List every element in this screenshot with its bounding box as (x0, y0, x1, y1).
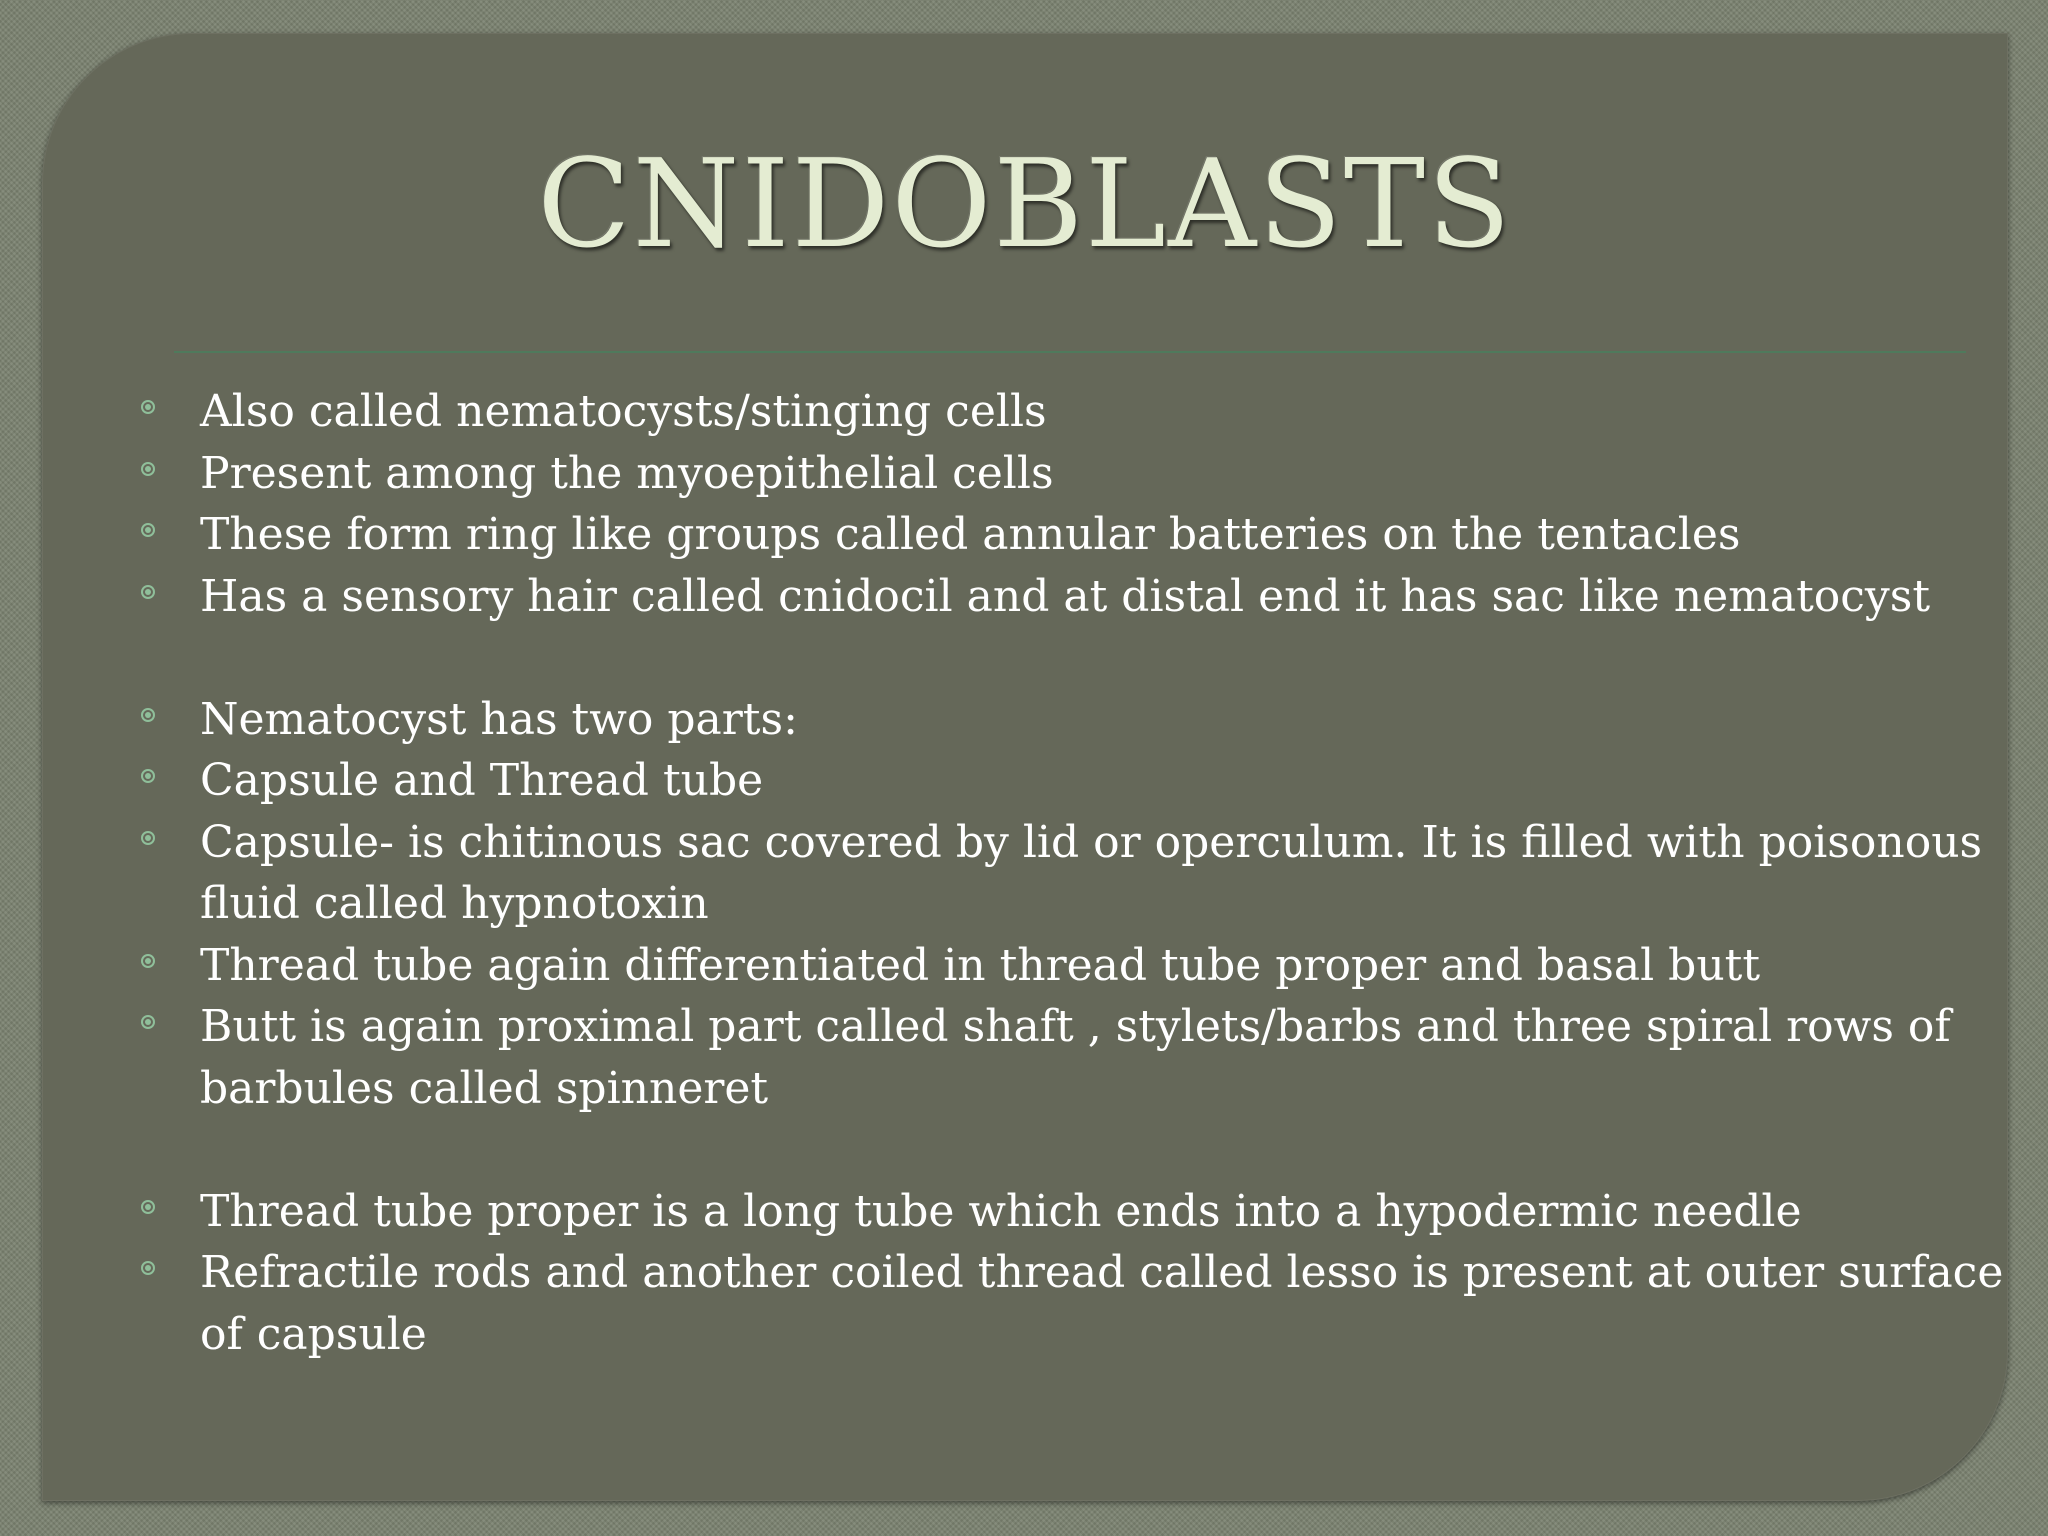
bullet-item (137, 443, 2037, 505)
bullet-item (137, 996, 2037, 1119)
bullet-list (137, 381, 2037, 1365)
bullet-text: Also called nematocysts/stinging cells (200, 386, 1047, 437)
bullet-item (137, 381, 2037, 443)
bullet-icon (141, 954, 155, 968)
bullet-item (137, 812, 2037, 935)
bullet-text: Present among the myoepithelial cells (200, 447, 1054, 499)
bullet-text: Has a sensory hair called cnidocil and at distal end it has sac like nematocyst (200, 570, 1931, 622)
bullet-text: These form ring like groups called annular batteries on the tentacles (200, 509, 1741, 560)
bullet-icon (141, 585, 155, 599)
slide-title: CNIDOBLASTS (537, 133, 1513, 275)
bullet-text: Capsule and Thread tube (200, 755, 764, 806)
bullet-text: Capsule- is chitinous sac covered by lid or operculum. It is filled with poisonous fluid called hypnotoxin (200, 816, 1983, 929)
bullet-text: Thread tube proper is a long tube which ends into a hypodermic needle (200, 1185, 1802, 1237)
bullet-icon (141, 708, 155, 722)
bullet-icon (141, 523, 155, 537)
bullet-icon (141, 1200, 155, 1214)
bullet-item (137, 1181, 2037, 1243)
title-divider (174, 351, 1966, 353)
bullet-text: Butt is again proximal part called shaft , stylets/barbs and three spiral rows of barbules called spinneret (200, 1001, 1951, 1114)
bullet-item (137, 1242, 2037, 1365)
bullet-text: Refractile rods and another coiled thread called lesso is present at outer surface of capsule (200, 1247, 2004, 1360)
bullet-icon (141, 1261, 155, 1275)
bullet-item (137, 750, 2037, 812)
bullet-item (137, 935, 2037, 997)
bullet-text: Thread tube again differentiated in thread tube proper and basal butt (200, 939, 1761, 991)
bullet-icon (141, 400, 155, 414)
bullet-icon (141, 769, 155, 783)
bullet-icon (141, 1015, 155, 1029)
bullet-item (137, 566, 2037, 628)
bullet-icon (141, 831, 155, 845)
bullet-item (137, 504, 2037, 566)
bullet-item (137, 689, 2037, 751)
bullet-text: Nematocyst has two parts: (200, 693, 798, 745)
slide-panel (42, 33, 2008, 1501)
bullet-icon (141, 462, 155, 476)
